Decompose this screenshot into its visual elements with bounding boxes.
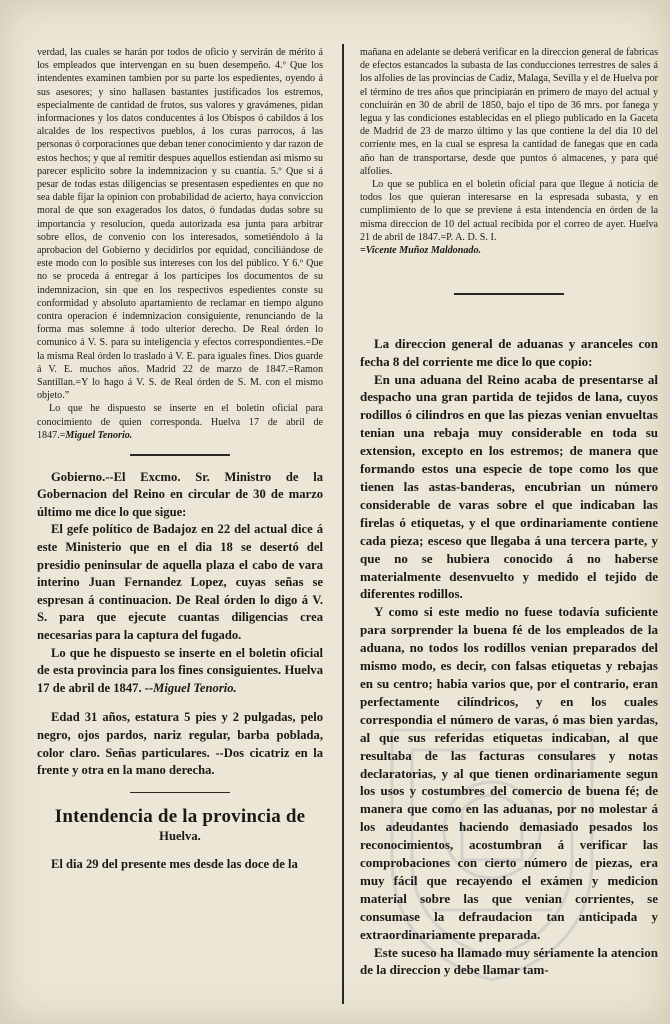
section-subheading: Huelva. (159, 829, 201, 844)
right-column (360, 46, 658, 979)
subasta-signature: =Vicente Muñoz Maldonado. (360, 245, 482, 257)
gobierno-intro: Gobierno.--El Excmo. Sr. Ministro de la Gobernacion del Reino en circular de 30 de marzo último me dice lo que sigue: (37, 469, 323, 519)
aduanas-paragraph-1: En una aduana del Reino acaba de presentarse al despacho una gran partida de tejidos de lana, cuyos rodillos ó cilindros en que las piezas venian envueltas tenian una rebaja muy considerable en toda su extension, excepto en los estremos; de manera que formando estos una especie de tope como los que tienen las astas-banderas, encubrian un número considerable de varas sobre el que indicaban las firelas ó etiquetas, y el que ordinariamente contiene cada pieza; esceso que llegaba á una tercera parte, y que no se hubiera conocido á no haberse materialmente desenvuelto y medido el tejido de diferentes rodillos. (360, 371, 658, 602)
left-paragraph-closing (37, 402, 323, 442)
section-divider (130, 454, 230, 456)
section-divider (130, 792, 230, 794)
gobierno-signature: --Miguel Tenorio. (144, 680, 237, 695)
subasta-continuation: mañana en adelante se deberá verificar en la direccion general de fabricas de efectos estancados la subasta de las conducciones terrestres de sales á los alfolies de las provincias de Cadiz, Malaga, Sevilla y el de Huelva por el término de tres años que principiarán en primero de mayo del actual y concluirán en 30 de abril de 1850, bajo el tipo de 36 mrs. por fanega y legua y las condiciones establecidas en el pliego publicado en la Gaceta de Madrid de 23 de marzo último y las que contiene la del dia 10 del corriente mes, en la cual se espresa la cantidad de fanegas que en cada año han de transportarse, desde que puntos ó almacenes, y para qué alfolies. (360, 47, 658, 177)
closing-text: Lo que he dispuesto se inserte en el boletin oficial para conocimiento de quien corresponda. Huelva 17 de abril de 1847.= (37, 403, 323, 441)
column-rule (342, 44, 344, 1004)
aduanas-paragraph-3: Este suceso ha llamado muy sériamente la atencion de la direccion y debe llamar tam- (360, 944, 658, 978)
section-heading: Intendencia de la provincia de (54, 806, 306, 828)
gobierno-body: El gefe político de Badajoz en 22 del actual dice á este Ministerio que en el dia 18 se desertó del presidio peninsular de aquella plaza el cabo de vara interino Juan Fernandez Lopez, cuyas señas se espresan á continuacion. De Real órden lo digo á V. S. para que ejecute cuantas diligencias crea necesarias para la captura del fugado. (37, 522, 323, 642)
aduanas-paragraph-2: Y como si este medio no fuese todavía suficiente para sorprender la buena fé de los empleados de la aduana, no todos los rodillos venian preparados del mismo modo, es decir, con falsas etiquetas y rebajas en su centro; habia varios que, por el contrario, eran perfectamente cilíndricos, y en los cuales correspondia el número de varas, ó mas bien yardas, al que sus referidas etiquetas indicaban, al que resultaba de las facturas consulares y notas declaratorias, y al que tienen ordinariamente segun los usos y costumbres del comercio de buena fé; de manera que como en las aduanas, por no molestar á los adeudantes haciendo demasiado pesados los reconocimientos, acostumbran á verificar las comprobaciones con cierto número de piezas, era muy fácil que recayendo el exámen y medicion material sobre las que venian corrientes, se consumase la defraudacion tan anticipada y extraordinariamente preparada. (360, 604, 658, 942)
aduanas-intro: La direccion general de aduanas y aranceles con fecha 8 del corriente me dice lo que copio: (360, 335, 658, 369)
subasta-closing: Lo que se publica en el boletin oficial para que llegue á noticia de todos los que quieran interesarse en la espresada subasta, y en cumplimiento de lo que se previene á esta intendencia en órden de la misma direccion de 10 del actual recibida por el correo de ayer. Huelva 21 de abril de 1847.=P. A. D. S. I. (360, 179, 658, 243)
left-column (37, 46, 323, 874)
signature: Miguel Tenorio. (65, 429, 133, 441)
fugitive-description: Edad 31 años, estatura 5 pies y 2 pulgadas, pelo negro, ojos pardos, nariz regular, barba poblada, color claro. Señas particulares. --Dos cicatriz en la frente y otra en la mano derecha. (37, 710, 323, 778)
left-paragraph-continuation: verdad, las cuales se harán por todos de oficio y servirán de mérito á los empleados que intervengan en su buen desempeño. 4.º Que los intendentes examinen tambien por su parte los espedientes, oyendo á sus asesores; y sino hallasen bastantes justificados los estremos, especialmente de cantidad de frutos, sus valores y gravámenes, pidan informaciones y los datos conducentes á los Obispos ó cabildos á los alcaldes de los respectivos pueblos, á los curas parrocos, á las personas ó corporaciones que deban tener conocimiento y dar razon de estos hechos; y que al remitir despues aquellos estiendan asi mismo su parecer esplicito sobre la indemnizacion y su cuantía. 5.º Que si á pesar de todas estas diligencias se presentasen espedientes en que no sea dable fijar la opinion con probabilidad de acierto, haya conviccion moral de que son exagerados los datos, ó fundadas dudas sobre su importancia y resolucion, queda autorizada esa junta para arbitrar sobre ellos, de convenio con los interesados, sometiéndolo á la aprobacion del Gobierno y decidirlos por equidad, conciliándose de este modo con lo posible sus intereses con los del público. Y 6.º Que no se proceda á entregar á los partícipes los documentos de su indemnizacion, sin que en los respectivos espedientes conste su conformidad y absoluto apartamiento de reclamar en tiempo alguno contra operacion é indemnizacion consiguiente, renunciando de la forma mas solemne á todo ulterior derecho. De Real órden lo comunico á V. S. para su inteligencia y efectos correspondientes.=De la misma Real órden lo traslado á V. E. para iguales fines. Dios guarde á V. E. muchos años. Madrid 22 de marzo de 1847.=Ramon Santillan.=Y lo hago á V. S. de Real órden de S. M. con el mismo objeto.” (37, 47, 323, 402)
gobierno-closing (37, 645, 323, 698)
gobierno-closing-text: Lo que he dispuesto se inserte en el boletin oficial de esta provincia para los fines consiguientes. Huelva 17 de abril de 1847. (37, 645, 323, 695)
intendencia-start: El dia 29 del presente mes desde las doce de la (51, 857, 298, 872)
section-divider (454, 293, 564, 295)
